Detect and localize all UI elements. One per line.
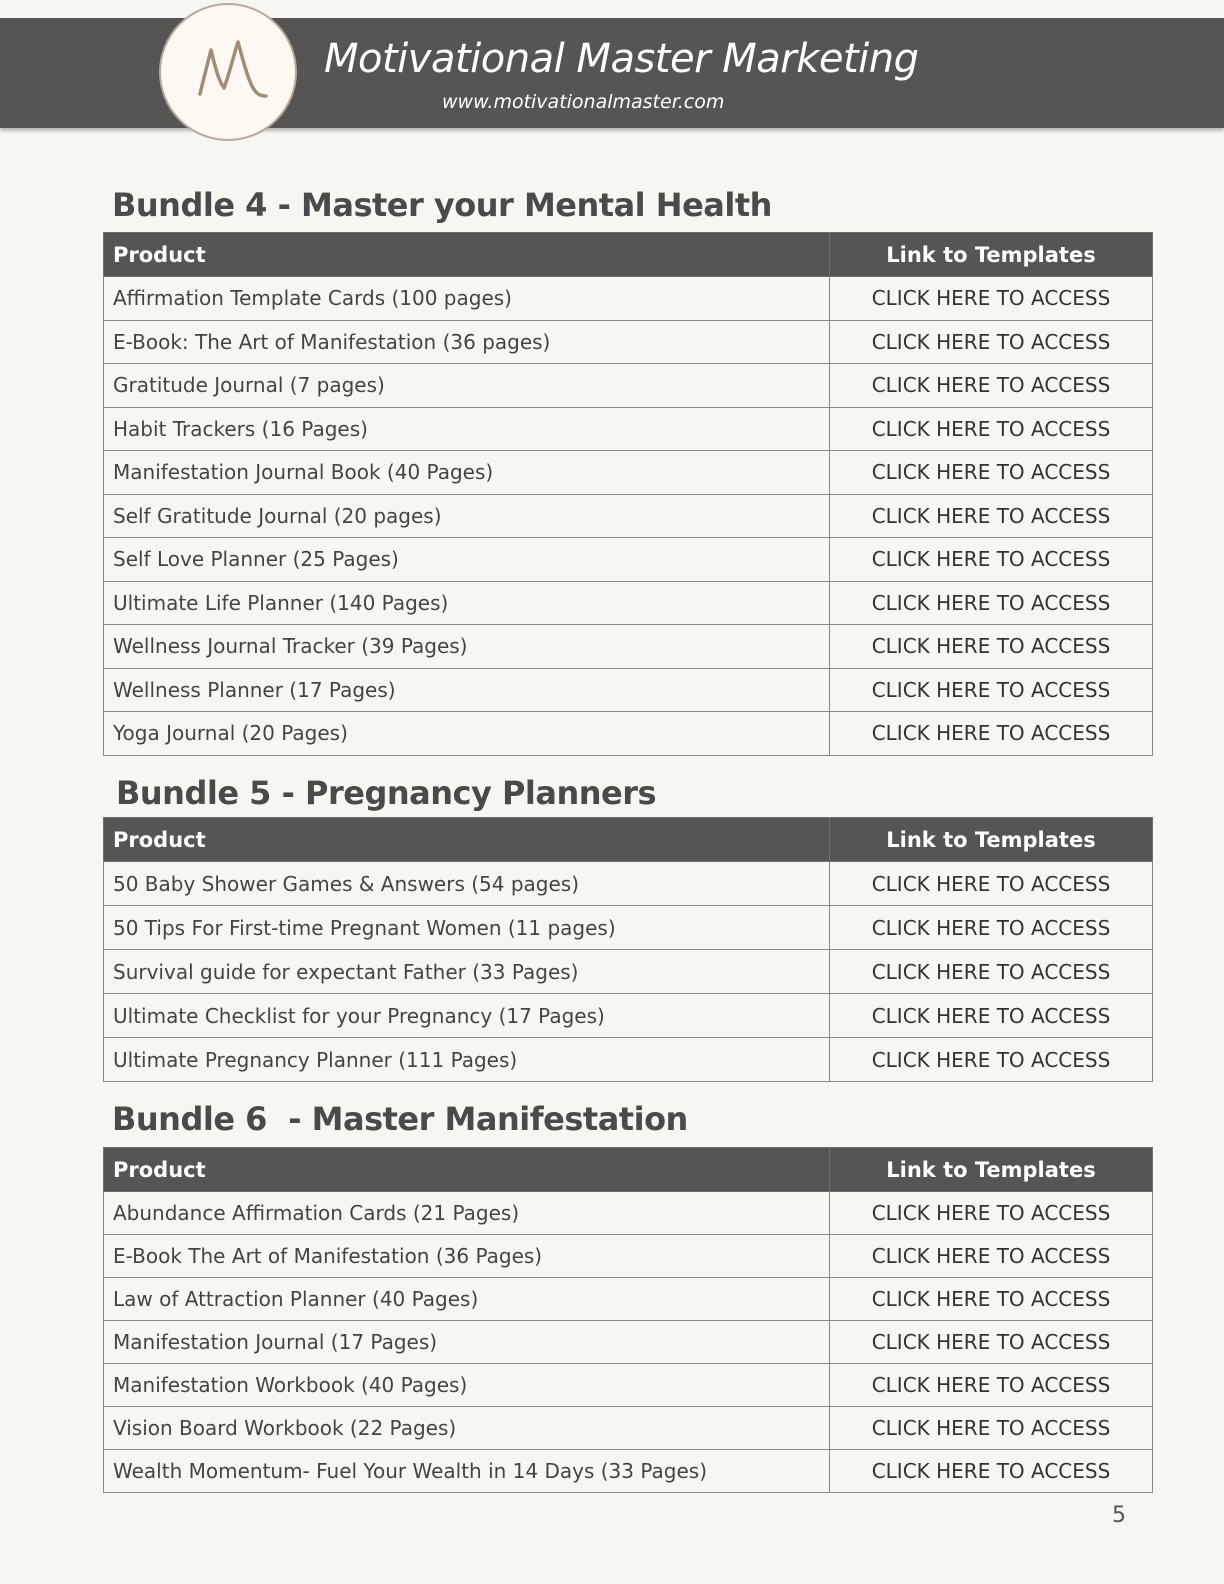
table-row	[104, 1278, 1153, 1321]
brand-title: Motivational Master Marketing	[324, 36, 919, 82]
table-row	[104, 581, 1153, 625]
page-number: 5	[1112, 1503, 1126, 1528]
access-link[interactable]: CLICK HERE TO ACCESS	[830, 538, 1153, 582]
access-link[interactable]: CLICK HERE TO ACCESS	[830, 1364, 1153, 1407]
product-name: Vision Board Workbook (22 Pages)	[104, 1407, 830, 1450]
access-link[interactable]: CLICK HERE TO ACCESS	[830, 994, 1153, 1038]
product-name: Ultimate Checklist for your Pregnancy (17 Pages)	[104, 994, 830, 1038]
access-link[interactable]: CLICK HERE TO ACCESS	[830, 1321, 1153, 1364]
product-name: Self Love Planner (25 Pages)	[104, 538, 830, 582]
product-name: Wellness Planner (17 Pages)	[104, 668, 830, 712]
table-row	[104, 364, 1153, 408]
access-link[interactable]: CLICK HERE TO ACCESS	[830, 1450, 1153, 1493]
table-row	[104, 625, 1153, 669]
product-name: Manifestation Journal (17 Pages)	[104, 1321, 830, 1364]
table-header-row	[104, 818, 1153, 862]
product-name: Yoga Journal (20 Pages)	[104, 712, 830, 756]
table-row	[104, 712, 1153, 756]
table-header-row	[104, 233, 1153, 277]
table-row	[104, 668, 1153, 712]
section-title: Bundle 6 - Master Manifestation	[112, 1100, 688, 1138]
product-column-header: Product	[104, 1148, 830, 1192]
access-link[interactable]: CLICK HERE TO ACCESS	[830, 1235, 1153, 1278]
access-link[interactable]: CLICK HERE TO ACCESS	[830, 1038, 1153, 1082]
table-header-row	[104, 1148, 1153, 1192]
product-name: Abundance Affirmation Cards (21 Pages)	[104, 1192, 830, 1235]
table-row	[104, 1192, 1153, 1235]
access-link[interactable]: CLICK HERE TO ACCESS	[830, 1407, 1153, 1450]
product-name: Manifestation Workbook (40 Pages)	[104, 1364, 830, 1407]
product-name: Wealth Momentum- Fuel Your Wealth in 14 Days (33 Pages)	[104, 1450, 830, 1493]
access-link[interactable]: CLICK HERE TO ACCESS	[830, 277, 1153, 321]
access-link[interactable]: CLICK HERE TO ACCESS	[830, 625, 1153, 669]
link-column-header: Link to Templates	[830, 818, 1153, 862]
logo	[159, 3, 297, 141]
table-row	[104, 320, 1153, 364]
access-link[interactable]: CLICK HERE TO ACCESS	[830, 364, 1153, 408]
access-link[interactable]: CLICK HERE TO ACCESS	[830, 494, 1153, 538]
product-name: Wellness Journal Tracker (39 Pages)	[104, 625, 830, 669]
access-link[interactable]: CLICK HERE TO ACCESS	[830, 451, 1153, 495]
product-name: Manifestation Journal Book (40 Pages)	[104, 451, 830, 495]
bundle-table	[103, 817, 1153, 1082]
access-link[interactable]: CLICK HERE TO ACCESS	[830, 668, 1153, 712]
product-name: Habit Trackers (16 Pages)	[104, 407, 830, 451]
product-name: Law of Attraction Planner (40 Pages)	[104, 1278, 830, 1321]
access-link[interactable]: CLICK HERE TO ACCESS	[830, 320, 1153, 364]
product-name: E-Book: The Art of Manifestation (36 pages)	[104, 320, 830, 364]
product-column-header: Product	[104, 233, 830, 277]
product-name: 50 Baby Shower Games & Answers (54 pages)	[104, 862, 830, 906]
access-link[interactable]: CLICK HERE TO ACCESS	[830, 581, 1153, 625]
product-name: Ultimate Life Planner (140 Pages)	[104, 581, 830, 625]
link-column-header: Link to Templates	[830, 233, 1153, 277]
table-row	[104, 1407, 1153, 1450]
m-logo-icon	[178, 22, 278, 122]
access-link[interactable]: CLICK HERE TO ACCESS	[830, 1192, 1153, 1235]
access-link[interactable]: CLICK HERE TO ACCESS	[830, 407, 1153, 451]
bundle-table	[103, 232, 1153, 756]
table-row	[104, 1364, 1153, 1407]
access-link[interactable]: CLICK HERE TO ACCESS	[830, 862, 1153, 906]
product-name: E-Book The Art of Manifestation (36 Pages)	[104, 1235, 830, 1278]
table-row	[104, 451, 1153, 495]
table-row	[104, 277, 1153, 321]
section-title: Bundle 4 - Master your Mental Health	[112, 186, 772, 224]
table-row	[104, 1450, 1153, 1493]
access-link[interactable]: CLICK HERE TO ACCESS	[830, 906, 1153, 950]
product-column-header: Product	[104, 818, 830, 862]
table-row	[104, 950, 1153, 994]
table-row	[104, 1235, 1153, 1278]
bundle-table	[103, 1147, 1153, 1493]
table-row	[104, 1321, 1153, 1364]
product-name: Self Gratitude Journal (20 pages)	[104, 494, 830, 538]
table-row	[104, 538, 1153, 582]
product-name: Survival guide for expectant Father (33 Pages)	[104, 950, 830, 994]
table-row	[104, 1038, 1153, 1082]
access-link[interactable]: CLICK HERE TO ACCESS	[830, 1278, 1153, 1321]
access-link[interactable]: CLICK HERE TO ACCESS	[830, 712, 1153, 756]
product-name: 50 Tips For First-time Pregnant Women (11 pages)	[104, 906, 830, 950]
brand-url[interactable]: www.motivationalmaster.com	[442, 91, 725, 113]
table-row	[104, 862, 1153, 906]
table-row	[104, 906, 1153, 950]
product-name: Gratitude Journal (7 pages)	[104, 364, 830, 408]
link-column-header: Link to Templates	[830, 1148, 1153, 1192]
product-name: Ultimate Pregnancy Planner (111 Pages)	[104, 1038, 830, 1082]
product-name: Affirmation Template Cards (100 pages)	[104, 277, 830, 321]
access-link[interactable]: CLICK HERE TO ACCESS	[830, 950, 1153, 994]
table-row	[104, 494, 1153, 538]
section-title: Bundle 5 - Pregnancy Planners	[116, 774, 657, 812]
table-row	[104, 994, 1153, 1038]
table-row	[104, 407, 1153, 451]
